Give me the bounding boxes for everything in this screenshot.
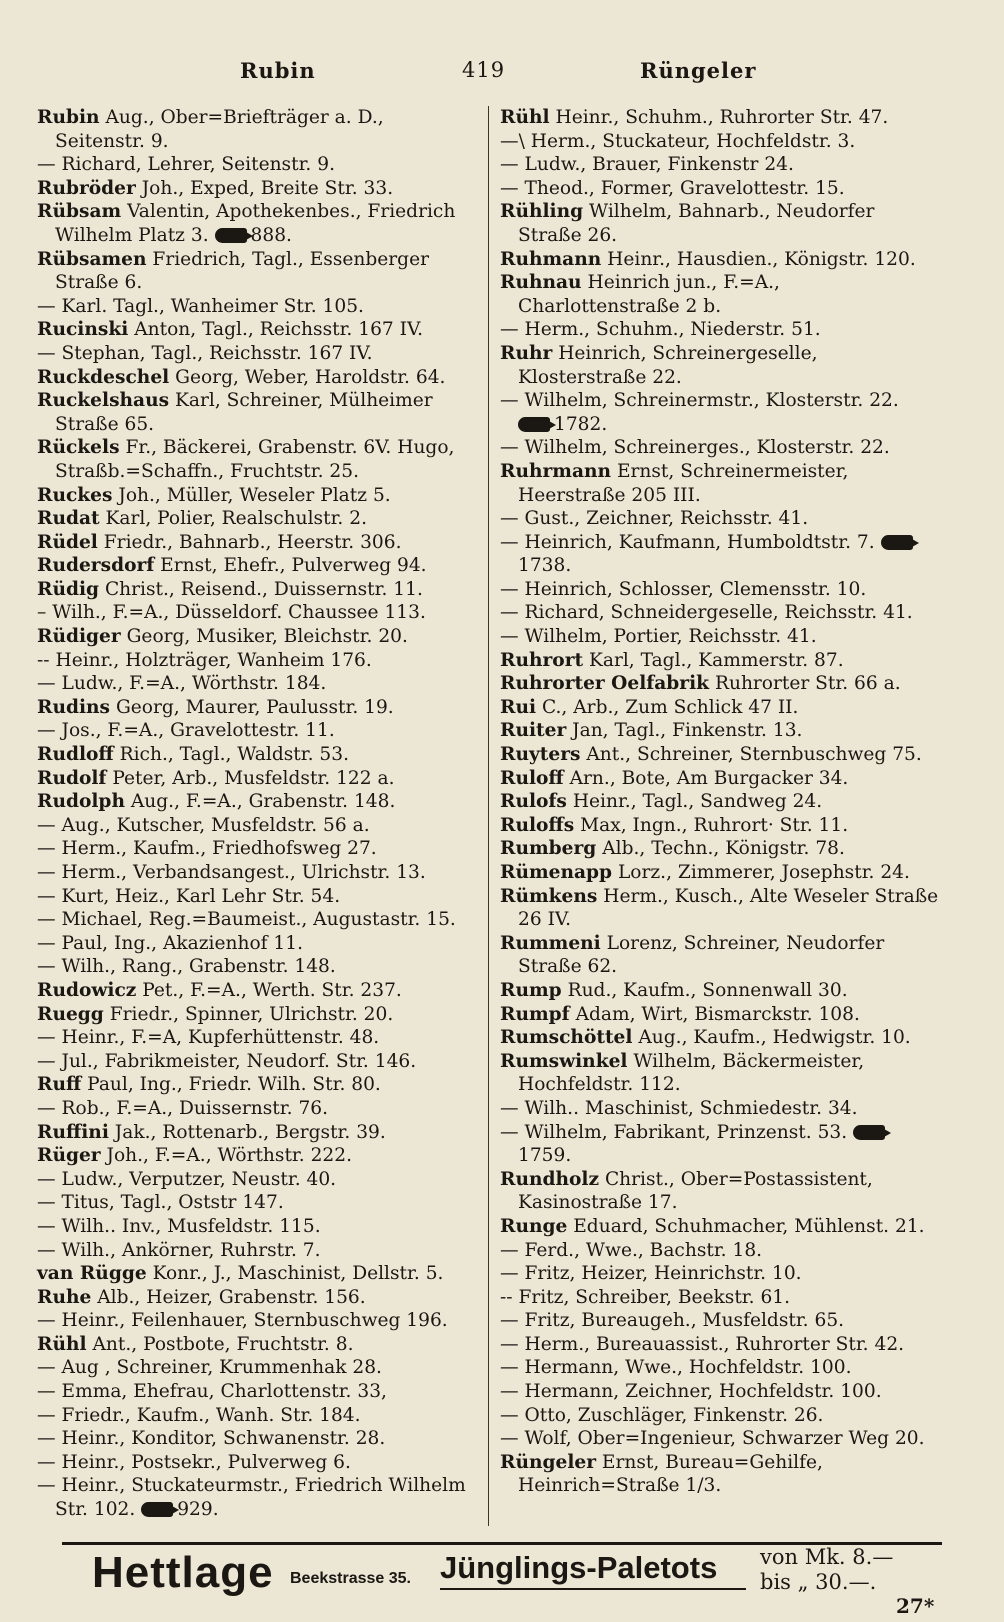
entry-details: Karl, Schreiner, Mülheimer Straße 65. — [55, 390, 433, 435]
entry-details: Georg, Weber, Haroldstr. 64. — [169, 366, 446, 388]
entry-details: — Aug., Kutscher, Musfeldstr. 56 a. — [37, 814, 370, 836]
entry-details: — Aug , Schreiner, Krummenhak 28. — [37, 1357, 382, 1379]
directory-entry — [37, 955, 477, 979]
entry-details: — Heinr., Postsekr., Pulverweg 6. — [37, 1451, 351, 1473]
entry-details: Lorz., Zimmerer, Josephstr. 24. — [612, 862, 910, 883]
entry-details: Heinr., Hausdien., Königstr. 120. — [601, 248, 916, 270]
directory-entry — [37, 1050, 477, 1074]
entry-details: — Karl. Tagl., Wanheimer Str. 105. — [37, 295, 364, 317]
entry-surname: Ruhe — [37, 1286, 92, 1308]
entry-surname: Rühl — [500, 107, 550, 128]
entry-surname: Rucinski — [37, 319, 129, 341]
directory-entry — [37, 861, 477, 885]
directory-entry — [37, 1333, 477, 1357]
entry-details: Georg, Musiker, Bleichstr. 20. — [120, 626, 408, 648]
directory-entry — [500, 177, 940, 201]
directory-entry — [500, 1380, 940, 1404]
telephone-pointer-icon — [881, 535, 913, 550]
directory-entry — [37, 106, 477, 153]
entry-surname: Ruyters — [500, 744, 581, 766]
directory-entry — [37, 1215, 477, 1239]
entry-details: — Heinr., Feilenhauer, Sternbuschweg 196. — [37, 1310, 448, 1332]
directory-entry — [37, 672, 477, 696]
directory-entry — [500, 1451, 940, 1498]
entry-surname: Rüdiger — [37, 626, 121, 648]
entry-details: — Theod., Former, Gravelottestr. 15. — [500, 177, 845, 199]
directory-entry — [37, 1404, 477, 1428]
entry-details: Christ., Reisend., Duissernstr. 11. — [99, 578, 423, 600]
directory-entry — [37, 767, 477, 791]
entry-details: Karl, Tagl., Kammerstr. 87. — [583, 649, 844, 671]
directory-entry — [500, 342, 940, 389]
entry-details: — Ludw., F.=A., Wörthstr. 184. — [37, 673, 327, 695]
entry-details: Ernst, Schreinermeister, Heerstraße 205 III. — [518, 460, 849, 506]
directory-entry — [37, 1191, 477, 1215]
directory-entry — [500, 1356, 940, 1380]
directory-entry — [500, 318, 940, 342]
entry-surname: Ruhrort — [500, 649, 584, 671]
directory-entry — [37, 649, 477, 673]
telephone-number: 929. — [177, 1499, 219, 1521]
directory-entry — [37, 979, 477, 1003]
entry-surname: Ruhnau — [500, 272, 582, 294]
entry-details: Valentin, Apothekenbes., Friedrich Wilhelm Platz 3. — [55, 201, 456, 246]
entry-details: — Ferd., Wwe., Bachstr. 18. — [500, 1239, 763, 1261]
column-divider — [488, 106, 489, 1526]
directory-entry — [37, 1097, 477, 1121]
directory-entry — [37, 554, 477, 578]
entry-details: Ant., Postbote, Fruchtstr. 8. — [86, 1333, 354, 1355]
telephone-number: 1782. — [554, 413, 608, 435]
entry-details: — Herm., Schuhm., Niederstr. 51. — [500, 319, 821, 341]
directory-entry — [37, 601, 477, 625]
telephone-number: 1738. — [518, 555, 572, 577]
directory-entry — [500, 531, 940, 578]
entry-details: — Wilhelm, Schreinermstr., Klosterstr. 22. — [500, 390, 899, 412]
entry-details: — Herm., Bureauassist., Ruhrorter Str. 42. — [500, 1333, 905, 1355]
directory-entry — [37, 1073, 477, 1097]
entry-details: Jak., Rottenarb., Bergstr. 39. — [108, 1121, 386, 1143]
entry-details: Friedr., Spinner, Ulrichstr. 20. — [103, 1003, 394, 1025]
entry-details: Aug., Ober=Briefträger a. D., Seitenstr. 9. — [55, 107, 384, 152]
entry-details: — Wilh., Rang., Grabenstr. 148. — [37, 956, 336, 978]
directory-entry — [37, 366, 477, 390]
entry-details: Christ., Ober=Postassistent, Kasinostraße 17. — [518, 1168, 873, 1214]
directory-entry — [500, 1097, 940, 1121]
entry-details: — Fritz, Bureaugeh., Musfeldstr. 65. — [500, 1310, 845, 1332]
entry-details: — Jul., Fabrikmeister, Neudorf. Str. 146. — [37, 1050, 417, 1072]
entry-surname: Rüdel — [37, 531, 98, 553]
sheet-signature: 27* — [896, 1594, 935, 1618]
directory-entry — [37, 1286, 477, 1310]
entry-details: — Otto, Zuschläger, Finkenstr. 26. — [500, 1404, 824, 1426]
entry-surname: Ruckes — [37, 484, 113, 506]
entry-details: Joh., Müller, Weseler Platz 5. — [112, 484, 391, 506]
entry-details: — Hermann, Zeichner, Hochfeldstr. 100. — [500, 1381, 882, 1403]
directory-entry — [37, 1168, 477, 1192]
directory-entry — [37, 1003, 477, 1027]
entry-details: Wilhelm, Bahnarb., Neudorfer Straße 26. — [518, 201, 875, 246]
directory-entry — [500, 106, 940, 130]
directory-entry — [500, 1333, 940, 1357]
telephone-number: 888. — [250, 224, 292, 246]
ad-price-to: bis „ 30.—. — [760, 1570, 877, 1594]
entry-details: Heinr., Tagl., Sandweg 24. — [566, 791, 823, 813]
entry-details: —\ Herm., Stuckateur, Hochfeldstr. 3. — [500, 130, 856, 152]
left-column — [37, 106, 477, 1522]
entry-details: Alb., Techn., Königstr. 78. — [596, 838, 845, 860]
directory-entry — [37, 1121, 477, 1145]
entry-details: Eduard, Schuhmacher, Mühlenst. 21. — [567, 1215, 925, 1237]
entry-details: Rich., Tagl., Waldstr. 53. — [113, 744, 349, 766]
entry-surname: Rubin — [37, 107, 100, 128]
directory-entry — [37, 885, 477, 909]
entry-details: — Wolf, Ober=Ingenieur, Schwarzer Weg 20. — [500, 1428, 925, 1450]
entry-surname: Rudolf — [37, 767, 107, 789]
entry-details: — Richard, Schneidergeselle, Reichsstr. 41. — [500, 602, 913, 624]
entry-surname: Ruff — [37, 1074, 82, 1096]
entry-details: Adam, Wirt, Bismarckstr. 108. — [569, 1003, 860, 1025]
entry-details: Pet., F.=A., Werth. Str. 237. — [136, 979, 402, 1001]
entry-surname: Rundholz — [500, 1168, 600, 1190]
entry-details: Ruhrorter Str. 66 a. — [709, 673, 901, 695]
entry-details: Jan, Tagl., Finkenstr. 13. — [566, 720, 803, 742]
directory-entry — [500, 1239, 940, 1263]
entry-surname: Ruhmann — [500, 248, 602, 270]
directory-entry — [37, 578, 477, 602]
entry-surname: Ruegg — [37, 1003, 104, 1025]
entry-details: Alb., Heizer, Grabenstr. 156. — [91, 1286, 366, 1308]
entry-surname: Ruloffs — [500, 814, 575, 836]
entry-details: — Herm., Verbandsangest., Ulrichstr. 13. — [37, 862, 426, 883]
entry-surname: Rühl — [37, 1333, 87, 1355]
entry-details: — Emma, Ehefrau, Charlottenstr. 33, — [37, 1381, 387, 1403]
directory-entry — [37, 837, 477, 861]
entry-details: — Fritz, Heizer, Heinrichstr. 10. — [500, 1263, 802, 1285]
directory-entry — [37, 507, 477, 531]
entry-surname: Rudloff — [37, 744, 114, 766]
entry-details: — Titus, Tagl., Oststr 147. — [37, 1192, 284, 1214]
entry-details: Karl, Polier, Realschulstr. 2. — [99, 508, 367, 530]
directory-entry — [500, 743, 940, 767]
entry-surname: Rumschöttel — [500, 1027, 633, 1049]
entry-details: Arn., Bote, Am Burgacker 34. — [563, 767, 849, 789]
entry-details: Peter, Arb., Musfeldstr. 122 a. — [106, 767, 395, 789]
entry-surname: Ruckdeschel — [37, 366, 170, 388]
directory-entry — [500, 790, 940, 814]
directory-entry — [500, 932, 940, 979]
directory-entry — [37, 743, 477, 767]
directory-entry — [500, 1003, 940, 1027]
entry-surname: van Rügge — [37, 1263, 147, 1285]
directory-entry — [500, 200, 940, 247]
ad-underline — [440, 1588, 746, 1590]
directory-entry — [500, 672, 940, 696]
entry-details: — Rob., F.=A., Duissernstr. 76. — [37, 1097, 329, 1119]
telephone-pointer-icon — [518, 417, 550, 432]
directory-entry — [500, 248, 940, 272]
directory-entry — [37, 295, 477, 319]
entry-details: Paul, Ing., Friedr. Wilh. Str. 80. — [81, 1074, 381, 1096]
entry-details: Ant., Schreiner, Sternbuschweg 75. — [580, 744, 922, 766]
entry-details: Heinrich jun., F.=A., Charlottenstraße 2 b. — [518, 272, 780, 317]
telephone-pointer-icon — [215, 228, 247, 243]
entry-details: — Heinrich, Schlosser, Clemensstr. 10. — [500, 578, 867, 600]
entry-details: — Jos., F.=A., Gravelottestr. 11. — [37, 720, 335, 742]
directory-entry — [500, 1262, 940, 1286]
entry-details: — Wilh.. Inv., Musfeldstr. 115. — [37, 1215, 321, 1237]
directory-entry — [500, 271, 940, 318]
directory-entry — [37, 1309, 477, 1333]
directory-entry — [500, 719, 940, 743]
telephone-pointer-icon — [853, 1125, 885, 1140]
directory-entry — [500, 1286, 940, 1310]
entry-details: -- Fritz, Schreiber, Beekstr. 61. — [500, 1286, 791, 1308]
entry-surname: Rudins — [37, 696, 111, 718]
directory-entry — [37, 389, 477, 436]
entry-details: Aug., F.=A., Grabenstr. 148. — [124, 791, 396, 813]
page-number: 419 — [462, 58, 506, 82]
entry-details: — Herm., Kaufm., Friedhofsweg 27. — [37, 838, 377, 860]
entry-surname: Rübsamen — [37, 248, 147, 270]
entry-details: Fr., Bäckerei, Grabenstr. 6V. Hugo, Straßb.=Schaffn., Fruchtstr. 25. — [55, 437, 455, 482]
directory-entry — [500, 601, 940, 625]
directory-entry — [500, 153, 940, 177]
entry-details: — Ludw., Brauer, Finkenstr 24. — [500, 154, 794, 176]
entry-details: – Wilh., F.=A., Düsseldorf. Chaussee 113. — [37, 602, 426, 624]
entry-details: — Wilh.. Maschinist, Schmiedestr. 34. — [500, 1097, 858, 1119]
directory-entry — [37, 790, 477, 814]
directory-entry — [37, 248, 477, 295]
directory-entry — [500, 1215, 940, 1239]
entry-surname: Ruhrmann — [500, 460, 612, 482]
entry-surname: Rui — [500, 696, 537, 718]
directory-entry — [37, 318, 477, 342]
directory-entry — [500, 460, 940, 507]
header-left-keyword: Rubin — [240, 58, 316, 83]
directory-entry — [37, 1239, 477, 1263]
entry-details: — Wilhelm, Portier, Reichsstr. 41. — [500, 626, 817, 648]
header-right-keyword: Rüngeler — [640, 58, 757, 83]
entry-surname: Rümenapp — [500, 862, 613, 883]
directory-entry — [500, 649, 940, 673]
entry-details: — Gust., Zeichner, Reichsstr. 41. — [500, 508, 809, 530]
telephone-number: 1759. — [518, 1145, 572, 1167]
entry-details: Lorenz, Schreiner, Neudorfer Straße 62. — [518, 932, 885, 978]
entry-surname: Rulofs — [500, 791, 567, 813]
entry-details: — Richard, Lehrer, Seitenstr. 9. — [37, 154, 335, 176]
directory-entry — [500, 625, 940, 649]
entry-surname: Rumberg — [500, 838, 597, 860]
directory-entry — [37, 814, 477, 838]
directory-entry — [500, 837, 940, 861]
directory-entry — [500, 767, 940, 791]
directory-entry — [37, 719, 477, 743]
directory-entry — [500, 578, 940, 602]
entry-details: Max, Ingn., Ruhrort· Str. 11. — [574, 814, 849, 836]
entry-surname: Rüdig — [37, 578, 100, 600]
directory-entry — [500, 861, 940, 885]
entry-surname: Ruffini — [37, 1121, 109, 1143]
directory-entry — [37, 1451, 477, 1475]
entry-surname: Rudolph — [37, 791, 125, 813]
entry-details: — Heinr., Stuckateurmstr., Friedrich Wilhelm Str. 102. — [37, 1475, 466, 1521]
directory-entry — [37, 1262, 477, 1286]
directory-entry — [500, 885, 940, 932]
directory-entry — [500, 1121, 940, 1168]
entry-surname: Rüngeler — [500, 1451, 597, 1473]
entry-details: Heinrich, Schreinergeselle, Klosterstraße 22. — [518, 342, 818, 388]
directory-entry — [37, 177, 477, 201]
entry-surname: Rühling — [500, 201, 584, 223]
directory-entry — [37, 908, 477, 932]
entry-surname: Ruhr — [500, 342, 553, 364]
directory-entry — [37, 625, 477, 649]
entry-surname: Rüger — [37, 1145, 101, 1167]
entry-details: — Wilh., Ankörner, Ruhrstr. 7. — [37, 1239, 321, 1261]
entry-surname: Rumpf — [500, 1003, 570, 1025]
entry-details: — Stephan, Tagl., Reichsstr. 167 IV. — [37, 342, 373, 364]
entry-details: Georg, Maurer, Paulusstr. 19. — [110, 696, 394, 718]
directory-entry — [500, 436, 940, 460]
entry-details: Friedr., Bahnarb., Heerstr. 306. — [97, 531, 402, 553]
entry-surname: Rumswinkel — [500, 1050, 628, 1072]
entry-details: — Friedr., Kaufm., Wanh. Str. 184. — [37, 1404, 361, 1426]
directory-entry — [37, 531, 477, 555]
entry-surname: Rudat — [37, 508, 100, 530]
directory-entry — [37, 932, 477, 956]
ad-product: Jünglings-Paletots — [440, 1550, 718, 1585]
directory-entry — [500, 1427, 940, 1451]
entry-details: — Ludw., Verputzer, Neustr. 40. — [37, 1168, 337, 1190]
entry-surname: Runge — [500, 1215, 568, 1237]
entry-details: Joh., F.=A., Wörthstr. 222. — [100, 1145, 352, 1167]
entry-surname: Rübsam — [37, 201, 122, 223]
directory-entry — [37, 200, 477, 247]
entry-details: -- Heinr., Holzträger, Wanheim 176. — [37, 649, 372, 671]
entry-details: — Paul, Ing., Akazienhof 11. — [37, 932, 303, 954]
entry-surname: Rudowicz — [37, 979, 137, 1001]
entry-details: Friedrich, Tagl., Essenberger Straße 6. — [55, 248, 429, 294]
entry-details: Rud., Kaufm., Sonnenwall 30. — [561, 979, 848, 1001]
entry-details: Anton, Tagl., Reichsstr. 167 IV. — [128, 319, 424, 341]
directory-entry — [500, 814, 940, 838]
entry-details: Heinr., Schuhm., Ruhrorter Str. 47. — [549, 107, 889, 128]
entry-surname: Ruhrorter Oelfabrik — [500, 673, 710, 695]
directory-entry — [37, 696, 477, 720]
entry-surname: Rubröder — [37, 177, 136, 199]
entry-details: Herm., Kusch., Alte Weseler Straße 26 IV. — [518, 885, 939, 931]
directory-entry — [37, 153, 477, 177]
directory-entry — [500, 1309, 940, 1333]
directory-entry — [500, 130, 940, 154]
right-column — [500, 106, 940, 1498]
directory-entry — [500, 696, 940, 720]
telephone-pointer-icon — [141, 1502, 173, 1517]
entry-surname: Rump — [500, 979, 562, 1001]
entry-surname: Rudersdorf — [37, 555, 155, 577]
directory-entry — [500, 1168, 940, 1215]
entry-details: Konr., J., Maschinist, Dellstr. 5. — [146, 1263, 444, 1285]
directory-entry — [500, 1026, 940, 1050]
directory-entry — [37, 484, 477, 508]
directory-entry — [37, 1144, 477, 1168]
entry-details: Ernst, Ehefr., Pulverweg 94. — [154, 555, 427, 577]
entry-details: Wilhelm, Bäckermeister, Hochfeldstr. 112. — [518, 1050, 865, 1096]
entry-surname: Ruiter — [500, 720, 567, 742]
directory-entry — [500, 507, 940, 531]
directory-entry — [37, 1427, 477, 1451]
entry-surname: Rummeni — [500, 932, 601, 954]
entry-details: Aug., Kaufm., Hedwigstr. 10. — [632, 1027, 911, 1049]
entry-details: — Wilhelm, Fabrikant, Prinzenst. 53. — [500, 1121, 848, 1143]
entry-surname: Rückels — [37, 437, 120, 459]
ad-brand: Hettlage — [92, 1548, 274, 1597]
directory-entry — [500, 389, 940, 436]
directory-entry — [37, 1026, 477, 1050]
directory-entry — [500, 1050, 940, 1097]
entry-details: — Wilhelm, Schreinerges., Klosterstr. 22. — [500, 437, 890, 459]
entry-surname: Rümkens — [500, 885, 598, 907]
directory-entry — [37, 342, 477, 366]
ad-price-from: von Mk. 8.— — [760, 1545, 894, 1569]
entry-details: — Heinr., F.=A, Kupferhüttenstr. 48. — [37, 1027, 380, 1049]
directory-entry — [37, 1474, 477, 1521]
entry-details: Ernst, Bureau=Gehilfe, Heinrich=Straße 1/3. — [518, 1451, 823, 1497]
directory-entry — [37, 1356, 477, 1380]
ad-address: Beekstrasse 35. — [290, 1570, 411, 1587]
directory-entry — [500, 1404, 940, 1428]
entry-details: — Heinr., Konditor, Schwanenstr. 28. — [37, 1428, 386, 1450]
entry-surname: Ruckelshaus — [37, 390, 170, 412]
entry-details: — Kurt, Heiz., Karl Lehr Str. 54. — [37, 885, 341, 907]
directory-entry — [500, 979, 940, 1003]
entry-details: Joh., Exped, Breite Str. 33. — [135, 177, 394, 199]
entry-details: — Heinrich, Kaufmann, Humboldtstr. 7. — [500, 531, 875, 553]
directory-entry — [37, 1380, 477, 1404]
entry-details: C., Arb., Zum Schlick 47 II. — [536, 696, 799, 718]
entry-details: — Michael, Reg.=Baumeist., Augustastr. 15. — [37, 909, 456, 931]
directory-entry — [37, 436, 477, 483]
entry-details: — Hermann, Wwe., Hochfeldstr. 100. — [500, 1357, 852, 1379]
entry-surname: Ruloff — [500, 767, 564, 789]
